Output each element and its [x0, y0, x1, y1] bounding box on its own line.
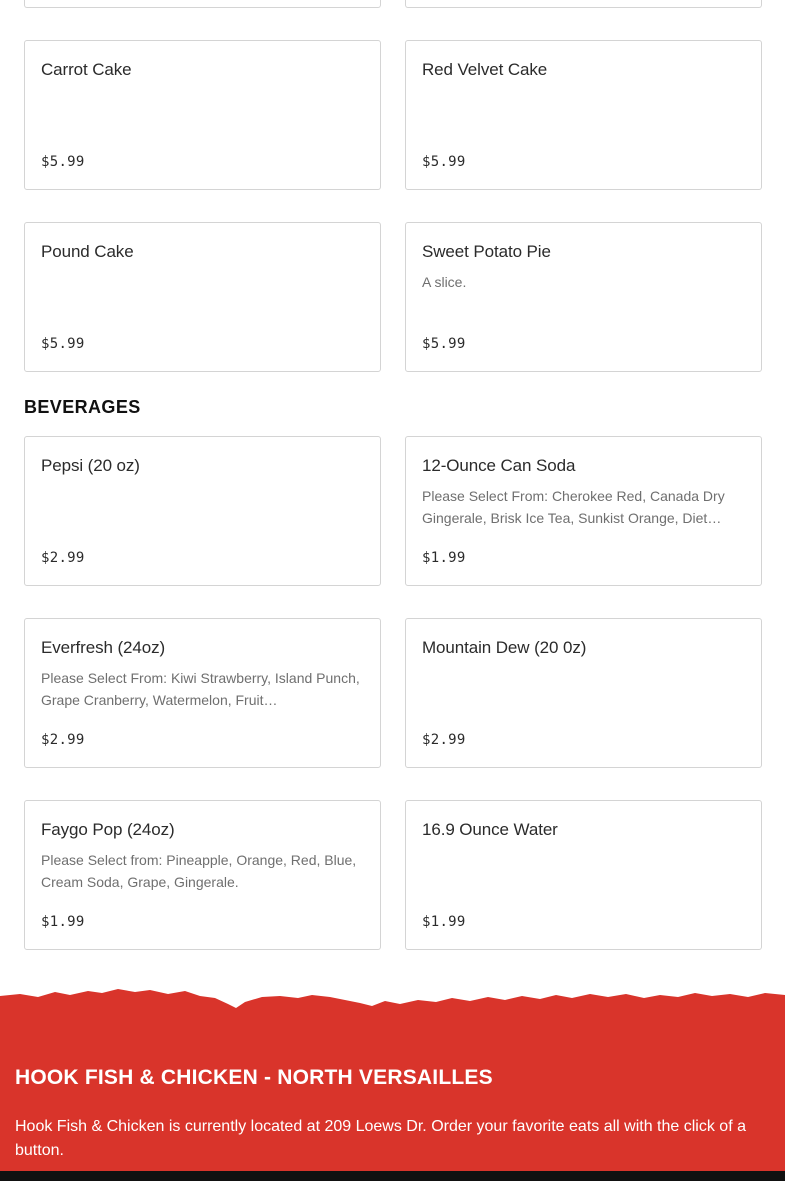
item-price: $5.99 — [422, 154, 466, 170]
menu-item-card[interactable] — [24, 618, 381, 768]
restaurant-footer — [0, 988, 785, 1181]
item-price: $5.99 — [41, 154, 85, 170]
item-description: Please Select From: Kiwi Strawberry, Island Punch, Grape Cranberry, Watermelon, Fruit… — [41, 670, 360, 708]
restaurant-title: HOOK FISH & CHICKEN - NORTH VERSAILLES — [15, 1066, 493, 1089]
item-name: Red Velvet Cake — [422, 60, 548, 79]
menu-item-card-partial[interactable] — [405, 0, 762, 8]
item-name: Pepsi (20 oz) — [41, 456, 140, 475]
restaurant-description: Hook Fish & Chicken is currently located at 209 Loews Dr. Order your favorite eats all with the click of a button. — [15, 1118, 746, 1159]
item-name: Faygo Pop (24oz) — [41, 820, 175, 839]
menu-item-card[interactable] — [405, 40, 762, 190]
item-description: Please Select from: Pineapple, Orange, Red, Blue, Cream Soda, Grape, Gingerale. — [41, 852, 357, 890]
menu-item-card[interactable] — [405, 618, 762, 768]
item-price: $2.99 — [41, 732, 85, 748]
item-name: 16.9 Ounce Water — [422, 820, 558, 839]
item-description: A slice. — [422, 274, 467, 290]
menu-item-card-partial[interactable] — [24, 0, 381, 8]
section-title-beverages: BEVERAGES — [24, 397, 141, 417]
menu-item-card[interactable] — [24, 222, 381, 372]
bottom-bar — [0, 1171, 785, 1181]
menu-item-card[interactable] — [405, 800, 762, 950]
item-price: $1.99 — [422, 914, 466, 930]
item-price: $2.99 — [41, 550, 85, 566]
item-price: $1.99 — [41, 914, 85, 930]
menu-item-card[interactable] — [24, 800, 381, 950]
item-name: Everfresh (24oz) — [41, 638, 166, 657]
menu-item-card[interactable] — [405, 436, 762, 586]
menu-item-card[interactable] — [24, 436, 381, 586]
item-price: $1.99 — [422, 550, 466, 566]
menu-item-card[interactable] — [24, 40, 381, 190]
item-name: Sweet Potato Pie — [422, 242, 551, 261]
item-price: $2.99 — [422, 732, 466, 748]
item-price: $5.99 — [422, 336, 466, 352]
item-name: Carrot Cake — [41, 60, 132, 79]
item-name: Pound Cake — [41, 242, 134, 261]
item-description: Please Select From: Cherokee Red, Canada Dry Gingerale, Brisk Ice Tea, Sunkist Orange, Diet… — [422, 488, 725, 526]
item-price: $5.99 — [41, 336, 85, 352]
menu-item-card[interactable] — [405, 222, 762, 372]
item-name: 12-Ounce Can Soda — [422, 456, 576, 475]
item-name: Mountain Dew (20 0z) — [422, 638, 587, 657]
